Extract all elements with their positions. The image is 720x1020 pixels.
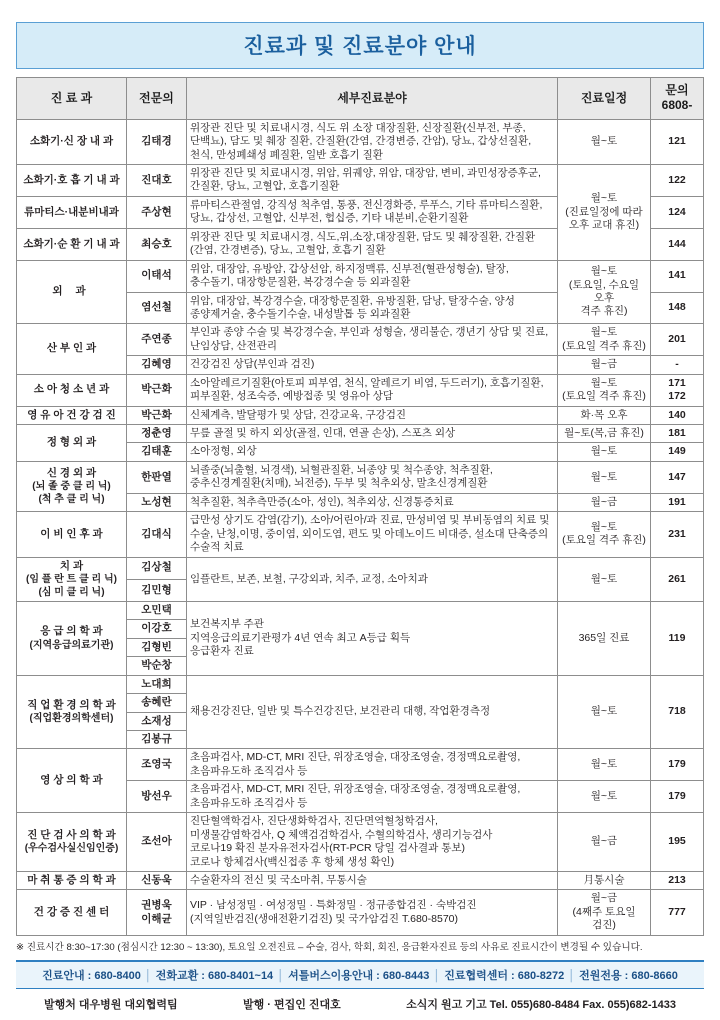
cell-tel: 141 [651,260,704,292]
cell-doctor: 김혜영 [127,356,187,374]
cell-doctor: 김상철 [127,557,187,579]
cell-specialty: 건강검진 상담(부인과 검진) [187,356,558,374]
cell-specialty: 수술환자의 전신 및 국소마취, 무통시술 [187,871,558,889]
table-row [17,165,704,197]
cell-specialty: VIP · 남성정밀 · 여성정밀 · 특화정밀 · 정규종합검진 · 숙박검진 (지역일반검진(생애전환기검진) 및 국가암검진 T.680-8570) [187,890,558,935]
cell-department [17,425,127,462]
cell-schedule: 화·목 오후 [558,406,651,424]
table-row [17,890,704,935]
cell-tel: 140 [651,406,704,424]
table-row [17,871,704,889]
col-header-tel: 문의 6808- [651,78,704,120]
cell-specialty: 위장관 진단 및 치료내시경, 식도 위 소장 대장질환, 신장질환(신부전, 부종, 단백뇨), 담도 및 췌장 질환, 간질환(간염, 간경변증, 간암), 당뇨, 갑상선질환, 천식, 만성폐쇄성 폐질환, 일반 호흡기 질환 [187,119,558,164]
department-name: 영 상 의 학 과 [40,774,103,787]
cell-doctor: 김대식 [127,512,187,557]
table-row [17,374,704,406]
cell-specialty: 채용건강진단, 일반 및 특수건강진단, 보건관리 대행, 작업환경측정 [187,675,558,749]
cell-schedule: 월~토(목,금 휴진) [558,425,651,443]
cell-tel: 191 [651,493,704,511]
divider: │ [277,970,285,983]
cell-schedule: 월~토 [558,443,651,461]
cell-doctor: 주연종 [127,324,187,356]
department-name: 영 유 아 건 강 검 진 [27,408,116,421]
department-subtitle: (뇌 졸 중 클 리 닉) [32,481,111,493]
department-name: 외 과 [52,285,91,298]
department-name: 이 비 인 후 과 [40,527,103,540]
page-title-bar [16,22,704,69]
table-body [17,119,704,935]
cell-specialty: 신체계측, 발달평가 및 상담, 건강교육, 구강검진 [187,406,558,424]
cell-specialty: 뇌졸중(뇌출혈, 뇌경색), 뇌혈관질환, 뇌종양 및 척수종양, 척추질환, 중추신경계질환(치매), 뇌전증), 두부 및 척추외상, 말초신경계질환 [187,461,558,493]
cell-department [17,749,127,813]
cell-specialty: 보건복지부 주관 지역응급의료기관평가 4년 연속 최고 A등급 획득 응급환자 진료 [187,601,558,675]
cell-doctor: 박근화 [127,406,187,424]
department-name: 류마티스·내분비내과 [24,205,119,218]
cell-specialty: 부인과 종양 수술 및 복강경수술, 부인과 성형술, 생리불순, 갱년기 상담 및 진료, 난임상담, 산전관리 [187,324,558,356]
cell-tel: 144 [651,228,704,260]
department-name: 신 경 외 과 [46,466,97,479]
cell-doctor: 김봉규 [127,731,187,749]
cell-doctor: 박근화 [127,374,187,406]
cell-specialty: 임플란트, 보존, 보철, 구강외과, 치주, 교정, 소아치과 [187,557,558,601]
cell-department [17,324,127,374]
department-name: 정 형 외 과 [46,436,97,449]
cell-specialty: 류마티스관절염, 강직성 척추염, 통풍, 전신경화증, 루푸스, 기타 류마티스질환, 당뇨, 갑상선, 고혈압, 신부전, 헙십증, 기타 내분비,순환기질환 [187,196,558,228]
cell-department [17,675,127,749]
cell-doctor: 노성현 [127,493,187,511]
table-row [17,749,704,781]
col-header-specialty: 세부진료분야 [187,78,558,120]
cell-department [17,196,127,228]
cell-doctor: 정춘영 [127,425,187,443]
cell-schedule: 월~토 (토요일, 수요일 오후 격주 휴진) [558,260,651,324]
cell-department [17,512,127,557]
cell-doctor: 이강호 [127,620,187,638]
cell-tel: 231 [651,512,704,557]
cell-department [17,601,127,675]
info-phone-reception: 진료안내 : 680-8400 [42,970,141,983]
cell-schedule: 월~토 [558,749,651,781]
cell-doctor: 조선아 [127,813,187,872]
page-title: 진료과 및 진료분야 안내 [243,35,477,58]
department-name: 직 업 환 경 의 학 과 [27,698,116,711]
cell-tel: 195 [651,813,704,872]
table-row [17,425,704,443]
cell-doctor: 박순창 [127,657,187,675]
cell-doctor: 조영국 [127,749,187,781]
cell-specialty: 소아정형, 외상 [187,443,558,461]
department-table [16,77,704,936]
table-row [17,260,704,292]
cell-tel: 181 [651,425,704,443]
cell-schedule: 월~토 [558,461,651,493]
cell-tel: 171 172 [651,374,704,406]
table-row [17,813,704,872]
cell-specialty: 초음파검사, MD-CT, MRI 진단, 위장조영술, 대장조영술, 경정맥요로촬영, 초음파유도하 조직검사 등 [187,749,558,781]
cell-specialty: 초음파검사, MD-CT, MRI 진단, 위장조영술, 대장조영술, 경정맥요로촬영, 초음파유도하 조직검사 등 [187,781,558,813]
cell-tel: 122 [651,165,704,197]
col-header-department: 진 료 과 [17,78,127,120]
cell-doctor: 김형빈 [127,638,187,656]
department-name: 진 단 검 사 의 학 과 [27,828,116,841]
info-phone-transfer: 전원전용 : 680-8660 [579,970,678,983]
department-name: 건 강 증 진 센 터 [33,905,110,918]
cell-tel: 119 [651,601,704,675]
table-row [17,406,704,424]
cell-department [17,890,127,935]
cell-department [17,228,127,260]
cell-tel: - [651,356,704,374]
cell-tel: 147 [651,461,704,493]
cell-tel: 148 [651,292,704,324]
contact-text: 소식지 원고 기고 Tel. 055)680-8484 Fax. 055)682-1433 [406,999,676,1012]
col-header-doctor: 전문의 [127,78,187,120]
cell-tel: 777 [651,890,704,935]
cell-schedule: 월~토 [558,781,651,813]
department-name: 치 과 [59,559,84,572]
department-subtitle: (임 플 란 트 클 리 닉) [26,573,117,585]
divider: │ [433,970,441,983]
cell-tel: 179 [651,781,704,813]
cell-doctor: 김태경 [127,119,187,164]
cell-doctor: 소재성 [127,712,187,730]
department-name: 응 급 의 학 과 [40,625,103,638]
table-row [17,675,704,693]
cell-schedule: 월~금 (4째주 토요일 검진) [558,890,651,935]
cell-department [17,406,127,424]
cell-schedule: 월~금 [558,493,651,511]
department-subtitle: (직업환경의학센터) [29,713,114,725]
publisher-text: 발행처 대우병원 대외협력팀 [44,999,178,1012]
cell-doctor: 한판열 [127,461,187,493]
contact-info-bar [16,960,704,989]
cell-specialty: 진단혈액학검사, 진단생화학검사, 진단면역혈청학검사, 미생물감염학검사, Q 체액검검학검사, 수혈의학검사, 생리기능검사 코로나19 확진 분자유전자검사(RT-PCR 당일 검사결과 통보) 코로나 항체검사(백신접종 후 항체 생성 확인) [187,813,558,872]
cell-schedule: 월~토 (토요일 격주 휴진) [558,512,651,557]
cell-doctor: 진대호 [127,165,187,197]
info-phone-switchboard: 전화교환 : 680-8401~14 [155,970,274,983]
cell-specialty: 소아알레르기질환(아토피 피부염, 천식, 알레르기 비염, 두드러기), 호흡기질환, 피부질환, 성조숙증, 예방접종 및 영유아 상담 [187,374,558,406]
cell-specialty: 급만성 상기도 감염(감기), 소아/어린아/과 진료, 만성비염 및 부비동염의 치료 및 수술, 난청,이명, 중이염, 외이도염, 편도 및 아데노이드 비대증, 설소대 단축증의 수술적 치료 [187,512,558,557]
cell-department [17,119,127,164]
table-header-row [17,78,704,120]
cell-specialty: 위장관 진단 및 치료내시경, 식도,위,소장,대장질환, 담도 및 췌장질환, 간질환(간염, 간경변증), 당뇨, 고혈압, 호흡기 질환 [187,228,558,260]
cell-schedule: 월~토 (토요일 격주 휴진) [558,324,651,356]
department-subtitle: (우수검사실신임인증) [24,843,119,855]
table-row [17,119,704,164]
cell-doctor: 노대희 [127,675,187,693]
cell-doctor: 송혜란 [127,694,187,712]
footnote: ※ 진료시간 8:30~17:30 (점심시간 12:30 ~ 13:30), 토요일 오전진료 – 수술, 검사, 학회, 회진, 응급환자진료 등의 사유로 진료시간이 변경될 수 있습니다. [16,941,643,953]
cell-department [17,165,127,197]
cell-department [17,461,127,511]
cell-schedule: 월~금 [558,813,651,872]
department-name: 산 부 인 과 [46,342,97,355]
cell-department [17,813,127,872]
department-name: 마 취 통 증 의 학 과 [27,873,116,886]
cell-schedule: 월~토 (진료일정에 따라 오후 교대 휴진) [558,165,651,261]
editor-text: 발행 · 편집인 진대호 [242,999,341,1012]
department-subtitle: (척 추 클 리 닉) [38,494,105,506]
divider: │ [568,970,576,983]
department-name: 소화기·신 장 내 과 [29,135,114,148]
department-subtitle: (심 미 클 리 닉) [38,586,105,598]
cell-specialty: 위장관 진단 및 치료내시경, 위암, 위궤양, 위암, 대장암, 변비, 과민성장증후군, 간질환, 당뇨, 고혈압, 호흡기질환 [187,165,558,197]
table-row [17,557,704,579]
cell-department [17,374,127,406]
cell-specialty: 무릎 골절 및 하지 외상(골절, 인대, 연골 손상), 스포츠 외상 [187,425,558,443]
cell-specialty: 위암, 대장암, 유방암, 갑상선암, 하지정맥류, 신부전(혈관성형술), 탈장, 충수돌기, 대장항문질환, 복강경수술 등 외과질환 [187,260,558,292]
info-phone-shuttle: 셔틀버스이용안내 : 680-8443 [288,970,430,983]
cell-schedule: 월~금 [558,356,651,374]
cell-schedule: 월~토 [558,119,651,164]
cell-tel: 149 [651,443,704,461]
table-row [17,601,704,619]
cell-department [17,557,127,601]
divider: │ [144,970,152,983]
cell-doctor: 주상현 [127,196,187,228]
cell-schedule: 월~토 [558,675,651,749]
cell-doctor: 방선우 [127,781,187,813]
cell-department [17,871,127,889]
cell-tel: 201 [651,324,704,356]
cell-specialty: 척추질환, 척추측만증(소아, 성인), 척추외상, 신경통증치료 [187,493,558,511]
cell-doctor: 권병욱 이해균 [127,890,187,935]
col-header-schedule: 진료일정 [558,78,651,120]
department-name: 소 아 청 소 년 과 [33,383,110,396]
cell-tel: 261 [651,557,704,601]
publisher-row [16,989,704,1012]
department-subtitle: (지역응급의료기관) [29,639,114,651]
cell-doctor: 신동욱 [127,871,187,889]
table-row [17,512,704,557]
cell-specialty: 위암, 대장암, 복강경수술, 대장항문질환, 유방질환, 담낭, 탈장수술, 양성 종양제거술, 충수돌기수술, 내성발톱 등 외과질환 [187,292,558,324]
cell-doctor: 오민택 [127,601,187,619]
info-phone-referral: 진료협력센터 : 680-8272 [444,970,565,983]
table-row [17,461,704,493]
cell-tel: 718 [651,675,704,749]
cell-schedule: 월~토 (토요일 격주 휴진) [558,374,651,406]
department-name: 소화기·순 환 기 내 과 [23,237,120,250]
cell-tel: 121 [651,119,704,164]
cell-doctor: 최승호 [127,228,187,260]
table-row [17,324,704,356]
cell-doctor: 이태석 [127,260,187,292]
cell-doctor: 김태훈 [127,443,187,461]
cell-doctor: 김민형 [127,579,187,601]
cell-schedule: 365일 진료 [558,601,651,675]
cell-tel: 213 [651,871,704,889]
table-header [17,78,704,120]
cell-tel: 124 [651,196,704,228]
cell-schedule: 월~토 [558,557,651,601]
cell-department [17,260,127,324]
cell-doctor: 염선철 [127,292,187,324]
department-name: 소화기·호 흡 기 내 과 [23,173,120,186]
cell-schedule: 月통시술 [558,871,651,889]
cell-tel: 179 [651,749,704,781]
